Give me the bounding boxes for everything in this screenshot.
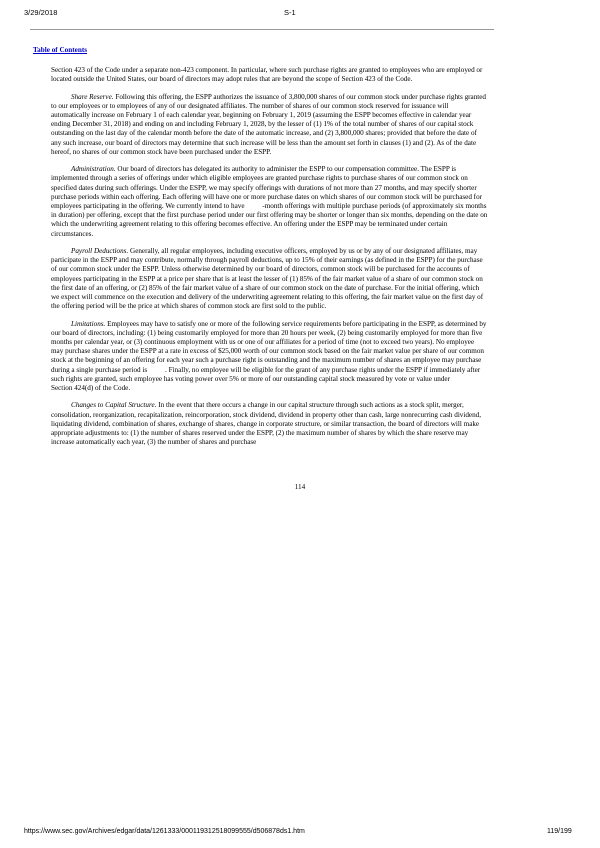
text-line: to our employees or to employees of any of our designated affiliates. The number of shares of our common stock reserved for issuance will (51, 101, 449, 110)
text-line: In the event that there occurs a change in our capital structure through such actions as a stock split, merger, (156, 401, 464, 410)
text-line: Following this offering, the ESPP authorizes the issuance of 3,800,000 shares of our common stock under purchase rights granted (113, 92, 486, 101)
text-line: circumstances. (51, 229, 94, 238)
text-line: in duration) per offering, except that the first purchase period under our first offering may be shorter or longer than six months, depending on the date on (51, 211, 488, 220)
document-body (51, 66, 551, 456)
section-heading: Changes to Capital Structure. (71, 401, 157, 410)
text-line: the first date of an offering, or (2) 85% of the fair market value of a share of our common stock on the date of purchase. For the initial offering, which (51, 283, 480, 292)
text-line: purchase periods within each offering. Each offering will have one or more purchase dates on which shares of our common stock will be purchased for (51, 192, 483, 201)
text-line: which the underwriting agreement relating to this offering becomes effective. An offering under the ESPP may be terminated under certain (51, 220, 448, 229)
text-line: such rights are granted, such employee has voting power over 5% or more of our outstanding capital stock measured by vote or value under (51, 374, 450, 383)
text-line: outstanding on the last day of the calendar month before the date of the automatic increase, and (2) 3,800,000 shares; provided that before the date of (51, 129, 477, 138)
text-line: employees participating in the offering. We currently intend to have -month offerings with multiple purchase periods (of approximately six months (51, 202, 487, 211)
paragraph-intro (51, 66, 551, 84)
text-line: we expect will commence on the execution and delivery of the underwriting agreement relating to this offering, the fair market value on the first day of (51, 293, 484, 302)
section-heading: Share Reserve. (71, 92, 114, 101)
section-heading: Limitations. (71, 319, 106, 328)
text-line: our board of directors, including: (1) being customarily employed for more than 20 hours per week, (2) being customarily employed for more than five (51, 328, 483, 337)
text-line: ending December 31, 2018) and ending on and including February 1, 2028, by the lesser of (1) 1% of the total number of shares of our capital stock (51, 120, 474, 129)
text-line: hereof, no shares of our common stock have been purchased under the ESPP. (51, 147, 272, 156)
text-line: increase automatically each year, (3) the number of shares and purchase (51, 438, 257, 447)
text-line: participate in the ESPP and may contribute, normally through payroll deductions, up to 15% of their earnings (as defined in the ESPP) for the purchase (51, 256, 483, 265)
text-line: automatically increase on February 1 of each calendar year, beginning on February 1, 2019 (assuming the ESPP becomes effective in calendar year (51, 111, 472, 119)
text-line: implemented through a series of offerings under which eligible employees are granted purchase rights to purchase shares of our common stock on (51, 174, 468, 183)
paragraph-administration (51, 165, 551, 239)
text-line: specified dates during such offerings. Under the ESPP, we may specify offerings with durations of not more than 27 months, and may specify shorter (51, 183, 477, 192)
text-line: the offering period will be the price at which shares of common stock are first sold to the public. (51, 302, 327, 311)
text-line: stock at the beginning of an offering for each year such a purchase right is outstanding and the maximum number of shares an employee may purchase (51, 356, 482, 365)
text-line: of our common stock under the ESPP. Unless otherwise determined by our board of directors, common stock will be purchased for the accounts of (51, 265, 470, 274)
text-line: employees participating in the ESPP at a price per share that is at least the lesser of (1) 85% of the fair market value of a share of our common stock on (51, 274, 483, 283)
print-date: 3/29/2018 (24, 8, 58, 17)
text-line: Our board of directors has delegated its authority to administer the ESPP to our compensation committee. The ESPP is (115, 165, 457, 174)
section-heading: Payroll Deductions. (71, 247, 129, 256)
text-line: any such increase, our board of directors may determine that such increase will be less than the amount set forth in clauses (1) and (2). As of the date (51, 138, 477, 147)
header-divider (30, 29, 494, 30)
print-page-count: 119/199 (547, 828, 572, 835)
page-number: 114 (294, 483, 306, 491)
text-line: months per calendar year, or (3) continuous employment with us or one of our affiliates for a period of time (not to exceed two years). No employee (51, 338, 475, 347)
text-line: Section 424(d) of the Code. (51, 384, 131, 393)
paragraph-payroll-deductions (51, 247, 551, 311)
source-url: https://www.sec.gov/Archives/edgar/data/1261333/000119312518099555/d506878ds1.htm (24, 828, 305, 835)
text-line: located outside the United States, our board of directors may adopt rules that are beyond the scope of Section 423 of the Code. (51, 75, 413, 84)
paragraph-changes-to-capital-structure (51, 401, 551, 447)
text-line: may purchase shares under the ESPP at a rate in excess of $25,000 worth of our common stock based on the fair market value per share of our common (51, 347, 485, 356)
text-line: consolidation, reorganization, recapitalization, reincorporation, stock dividend, dividend in property other than cash, large nonrecurring cash dividend, (51, 410, 482, 419)
text-line: Generally, all regular employees, including executive officers, employed by us or by any of our designated affiliates, may (128, 247, 478, 256)
text-line: liquidating dividend, combination of shares, exchange of shares, change in corporate structure, or similar transaction, the board of directors will make (51, 419, 480, 428)
text-line: appropriate adjustments to: (1) the number of shares reserved under the ESPP, (2) the maximum number of shares by which the share reserve may (51, 429, 469, 438)
document-title: S-1 (284, 8, 296, 17)
paragraph-share-reserve (51, 93, 551, 157)
paragraph-limitations (51, 320, 551, 394)
text-line: Section 423 of the Code under a separate non-423 component. In particular, where such purchase rights are granted to employees who are employed or (51, 66, 483, 74)
text-line: during a single purchase period is . Finally, no employee will be eligible for the grant of any purchase rights under the ESPP if immediately after (51, 365, 481, 374)
section-heading: Administration. (71, 165, 116, 174)
table-of-contents-link[interactable]: Table of Contents (33, 46, 88, 54)
text-line: Employees may have to satisfy one or more of the following service requirements before participating in the ESPP, as determined by (105, 319, 487, 328)
